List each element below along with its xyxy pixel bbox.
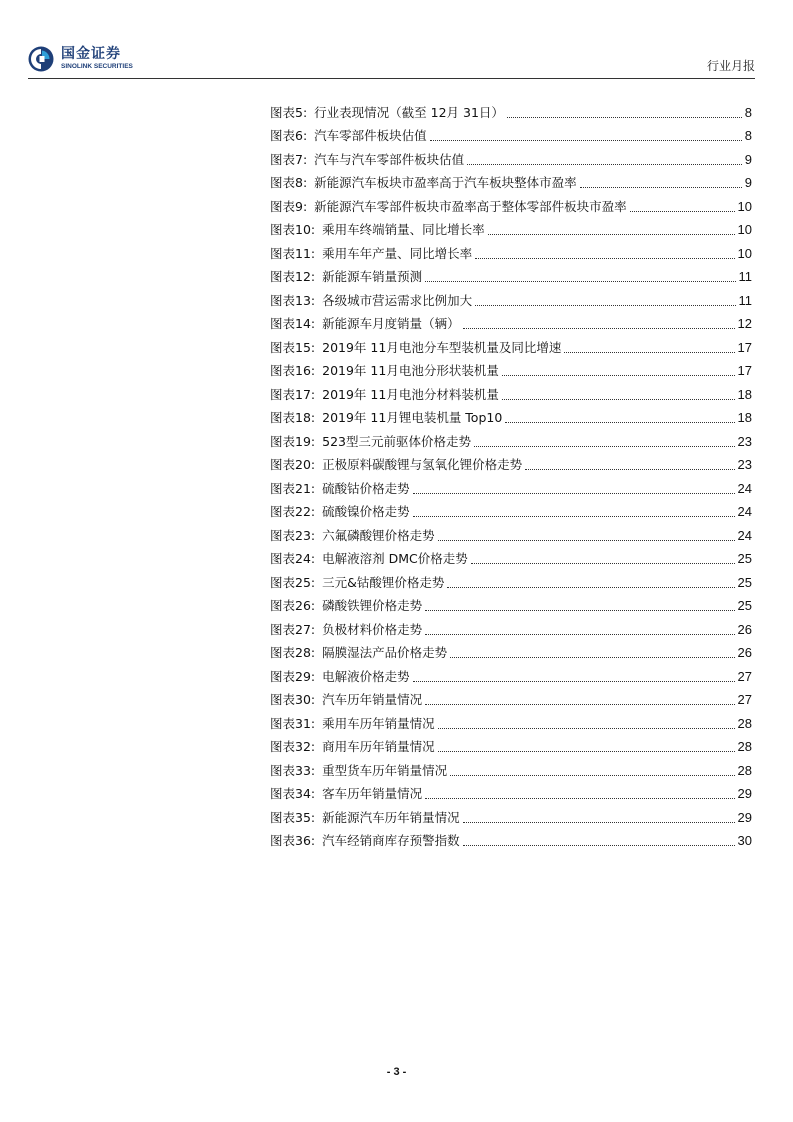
- toc-dot-leader: [413, 681, 735, 682]
- toc-entry-label: 图表6:: [270, 128, 308, 143]
- toc-entry-page: 26: [737, 645, 752, 660]
- toc-entry-title: 2019年 11月电池分车型装机量及同比增速: [322, 339, 562, 355]
- toc-entry-label: 图表27:: [270, 621, 316, 637]
- toc-entry-page: 11: [738, 292, 752, 308]
- toc-entry-label: 图表15:: [270, 339, 316, 355]
- toc-entry-title: 汽车经销商库存预警指数: [322, 833, 460, 848]
- toc-entry-title: 商用车历年销量情况: [322, 739, 435, 754]
- toc-entry-label: 图表31:: [270, 715, 316, 731]
- toc-entry-title: 重型货车历年销量情况: [322, 762, 448, 778]
- toc-entry-page: 24: [737, 480, 752, 496]
- toc-entry-title: 新能源车月度销量（辆）: [322, 316, 460, 331]
- toc-entry[interactable]: [270, 121, 752, 145]
- toc-entry-label: 图表29:: [270, 668, 316, 684]
- toc-entry[interactable]: [270, 215, 752, 239]
- toc-entry-label: 图表5:: [270, 104, 308, 120]
- toc-entry[interactable]: [270, 332, 752, 356]
- toc-entry[interactable]: [270, 473, 752, 497]
- toc-entry-title: 新能源汽车历年销量情况: [322, 809, 460, 825]
- toc-entry-title: 各级城市营运需求比例加大: [322, 292, 473, 308]
- sinolink-logo-icon: [28, 46, 54, 72]
- toc-dot-leader: [502, 399, 735, 400]
- toc-entry-label: 图表12:: [270, 269, 316, 284]
- toc-entry-label: 图表26:: [270, 598, 316, 613]
- toc-dot-leader: [425, 634, 734, 635]
- toc-entry[interactable]: [270, 755, 752, 779]
- toc-entry-page: 25: [737, 574, 752, 590]
- toc-dot-leader: [463, 845, 735, 846]
- toc-entry-page: 28: [737, 739, 752, 754]
- toc-entry-label: 图表36:: [270, 833, 316, 848]
- toc-entry-label: 图表22:: [270, 504, 316, 519]
- toc-entry-label: 图表32:: [270, 739, 316, 754]
- toc-dot-leader: [502, 375, 735, 376]
- toc-entry[interactable]: [270, 285, 752, 309]
- toc-entry[interactable]: [270, 732, 752, 756]
- toc-dot-leader: [505, 422, 734, 423]
- toc-entry-page: 23: [737, 433, 752, 449]
- brand-name-en: SINOLINK SECURITIES: [61, 63, 133, 70]
- toc-entry-label: 图表34:: [270, 786, 316, 801]
- toc-entry-label: 图表16:: [270, 363, 316, 378]
- toc-entry-label: 图表33:: [270, 762, 316, 778]
- toc-entry[interactable]: [270, 497, 752, 521]
- toc-entry[interactable]: [270, 168, 752, 192]
- toc-dot-leader: [475, 258, 734, 259]
- toc-entry-label: 图表11:: [270, 245, 316, 261]
- page-number: - 3 -: [386, 1066, 407, 1078]
- toc-dot-leader: [430, 140, 742, 141]
- toc-entry-label: 图表24:: [270, 551, 316, 566]
- toc-entry[interactable]: [270, 403, 752, 427]
- toc-entry-label: 图表28:: [270, 645, 316, 660]
- toc-entry-label: 图表14:: [270, 316, 316, 331]
- brand-name-cn: 国金证券: [61, 46, 121, 62]
- toc-dot-leader: [450, 657, 734, 658]
- toc-entry-page: 25: [737, 598, 752, 613]
- toc-entry-page: 29: [737, 809, 752, 825]
- toc-entry-page: 18: [737, 386, 752, 402]
- toc-entry-label: 图表35:: [270, 809, 316, 825]
- toc-entry-label: 图表21:: [270, 480, 316, 496]
- toc-dot-leader: [450, 775, 734, 776]
- toc-entry[interactable]: [270, 426, 752, 450]
- toc-entry[interactable]: [270, 144, 752, 168]
- toc-dot-leader: [438, 540, 735, 541]
- toc-dot-leader: [467, 164, 742, 165]
- toc-entry-label: 图表9:: [270, 198, 308, 214]
- toc-entry-label: 图表19:: [270, 433, 316, 449]
- header-divider: [28, 78, 755, 79]
- toc-entry[interactable]: [270, 708, 752, 732]
- toc-entry-title: 磷酸铁锂价格走势: [322, 598, 423, 613]
- figure-index-list: [270, 97, 752, 849]
- toc-entry[interactable]: [270, 356, 752, 380]
- toc-entry-page: 10: [737, 222, 752, 237]
- toc-dot-leader: [630, 211, 735, 212]
- toc-entry-label: 图表10:: [270, 222, 316, 237]
- toc-entry[interactable]: [270, 520, 752, 544]
- toc-entry-page: 28: [737, 715, 752, 731]
- toc-entry[interactable]: [270, 779, 752, 803]
- toc-entry-label: 图表20:: [270, 457, 316, 472]
- toc-entry-title: 硫酸钴价格走势: [322, 480, 410, 496]
- page-header: [0, 0, 793, 80]
- company-logo: [28, 46, 158, 74]
- toc-entry-page: 11: [738, 269, 752, 284]
- toc-entry-title: 新能源车销量预测: [322, 269, 423, 284]
- toc-entry-title: 2019年 11月电池分形状装机量: [322, 363, 499, 378]
- toc-entry-title: 电解液溶剂 DMC价格走势: [322, 551, 468, 566]
- toc-entry[interactable]: [270, 97, 752, 121]
- toc-entry-title: 乘用车终端销量、同比增长率: [322, 222, 485, 237]
- toc-entry[interactable]: [270, 685, 752, 709]
- toc-dot-leader: [425, 704, 734, 705]
- toc-entry-label: 图表7:: [270, 151, 308, 167]
- toc-entry-title: 行业表现情况（截至 12月 31日）: [314, 104, 504, 120]
- toc-entry[interactable]: [270, 567, 752, 591]
- toc-entry-page: 9: [744, 151, 752, 167]
- toc-dot-leader: [463, 328, 735, 329]
- toc-entry-title: 2019年 11月电池分材料装机量: [322, 386, 499, 402]
- toc-entry[interactable]: [270, 191, 752, 215]
- toc-entry-title: 汽车历年销量情况: [322, 692, 423, 707]
- toc-entry-label: 图表18:: [270, 410, 316, 425]
- toc-entry-page: 9: [744, 175, 752, 190]
- toc-entry[interactable]: [270, 614, 752, 638]
- toc-entry-page: 8: [744, 128, 752, 143]
- toc-entry-title: 汽车零部件板块估值: [314, 128, 427, 143]
- toc-entry[interactable]: [270, 309, 752, 333]
- toc-entry-title: 三元&钴酸锂价格走势: [322, 574, 445, 590]
- toc-entry-title: 新能源汽车零部件板块市盈率高于整体零部件板块市盈率: [314, 198, 627, 214]
- toc-entry-label: 图表8:: [270, 175, 308, 190]
- toc-entry-page: 24: [737, 527, 752, 543]
- toc-dot-leader: [475, 305, 735, 306]
- toc-entry-page: 10: [737, 245, 752, 261]
- toc-entry[interactable]: [270, 450, 752, 474]
- toc-entry-page: 10: [737, 198, 752, 214]
- toc-dot-leader: [580, 187, 742, 188]
- toc-entry-title: 电解液价格走势: [322, 668, 410, 684]
- toc-dot-leader: [471, 563, 735, 564]
- toc-entry-title: 负极材料价格走势: [322, 621, 423, 637]
- toc-entry-label: 图表25:: [270, 574, 316, 590]
- toc-dot-leader: [463, 822, 735, 823]
- toc-entry-label: 图表13:: [270, 292, 316, 308]
- toc-entry-page: 17: [737, 339, 752, 355]
- toc-entry-page: 24: [737, 504, 752, 519]
- toc-dot-leader: [425, 798, 734, 799]
- toc-entry-title: 乘用车年产量、同比增长率: [322, 245, 473, 261]
- toc-entry[interactable]: [270, 238, 752, 262]
- toc-entry[interactable]: [270, 661, 752, 685]
- toc-entry-page: 29: [737, 786, 752, 801]
- toc-entry-title: 客车历年销量情况: [322, 786, 423, 801]
- toc-dot-leader: [438, 751, 735, 752]
- toc-dot-leader: [438, 728, 735, 729]
- toc-entry-page: 8: [744, 104, 752, 120]
- report-type-label: 行业月报: [706, 59, 755, 73]
- toc-entry[interactable]: [270, 544, 752, 568]
- toc-entry[interactable]: [270, 826, 752, 850]
- toc-entry-title: 隔膜湿法产品价格走势: [322, 645, 448, 660]
- toc-entry-title: 乘用车历年销量情况: [322, 715, 435, 731]
- toc-dot-leader: [447, 587, 734, 588]
- toc-entry[interactable]: [270, 379, 752, 403]
- toc-dot-leader: [507, 117, 742, 118]
- toc-dot-leader: [425, 281, 735, 282]
- toc-entry-title: 2019年 11月锂电装机量 Top10: [322, 410, 503, 425]
- toc-entry-page: 30: [737, 833, 752, 848]
- toc-entry-title: 正极原料碳酸锂与氢氧化锂价格走势: [322, 457, 523, 472]
- toc-entry-title: 汽车与汽车零部件板块估值: [314, 151, 465, 167]
- toc-entry-label: 图表30:: [270, 692, 316, 707]
- toc-entry-label: 图表17:: [270, 386, 316, 402]
- toc-dot-leader: [413, 516, 735, 517]
- toc-entry-page: 27: [737, 692, 752, 707]
- toc-dot-leader: [564, 352, 734, 353]
- toc-entry-title: 六氟磷酸锂价格走势: [322, 527, 435, 543]
- toc-dot-leader: [474, 446, 735, 447]
- toc-dot-leader: [525, 469, 734, 470]
- toc-entry-page: 26: [737, 621, 752, 637]
- toc-entry-page: 23: [737, 457, 752, 472]
- toc-entry-page: 27: [737, 668, 752, 684]
- toc-dot-leader: [488, 234, 735, 235]
- toc-entry-title: 硫酸镍价格走势: [322, 504, 410, 519]
- toc-dot-leader: [425, 610, 734, 611]
- toc-entry[interactable]: [270, 262, 752, 286]
- toc-dot-leader: [413, 493, 735, 494]
- toc-entry-title: 523型三元前驱体价格走势: [322, 433, 471, 449]
- toc-entry-page: 18: [737, 410, 752, 425]
- toc-entry-page: 12: [737, 316, 752, 331]
- toc-entry-title: 新能源汽车板块市盈率高于汽车板块整体市盈率: [314, 175, 577, 190]
- toc-entry-page: 17: [737, 363, 752, 378]
- toc-entry-page: 28: [737, 762, 752, 778]
- toc-entry[interactable]: [270, 591, 752, 615]
- toc-entry[interactable]: [270, 638, 752, 662]
- toc-entry-page: 25: [737, 551, 752, 566]
- toc-entry-label: 图表23:: [270, 527, 316, 543]
- toc-entry[interactable]: [270, 802, 752, 826]
